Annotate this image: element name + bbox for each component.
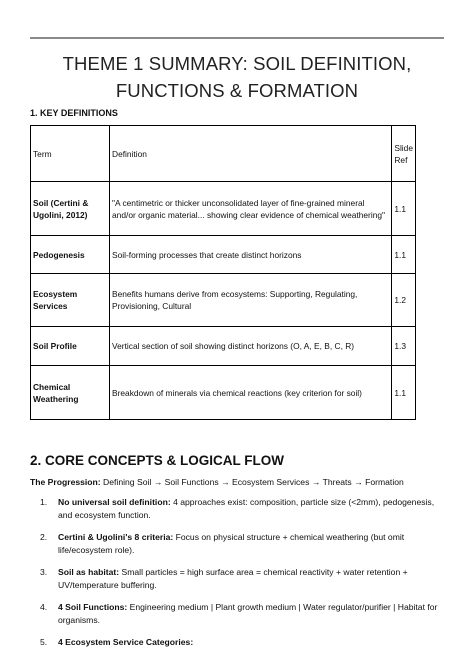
list-item-text: Engineering medium | Plant growth medium | Water regulator/purifier | Habitat for organisms.: [58, 602, 438, 625]
list-number: 1.: [40, 497, 48, 507]
slide-ref-cell: 1.3: [392, 327, 416, 366]
definitions-table: [30, 125, 416, 420]
progression-text: Defining Soil → Soil Functions → Ecosystem Services → Threats → Formation: [100, 477, 404, 487]
top-rule: [30, 37, 444, 39]
list-number: 3.: [40, 567, 48, 577]
progression-line: [30, 477, 404, 487]
term-cell: Ecosystem Services: [31, 274, 110, 327]
table-row: [31, 236, 416, 274]
table-row: [31, 327, 416, 366]
header-slide-ref: Slide Ref: [392, 126, 416, 182]
list-number: 5.: [40, 637, 48, 647]
term-cell: Soil Profile: [31, 327, 110, 366]
concepts-list: [30, 496, 450, 659]
page-title: THEME 1 SUMMARY: SOIL DEFINITION, FUNCTIONS & FORMATION: [62, 53, 412, 101]
list-number: 2.: [40, 532, 48, 542]
list-item: [30, 531, 450, 556]
slide-ref-cell: 1.2: [392, 274, 416, 327]
list-item-lead: 4 Ecosystem Service Categories:: [58, 637, 194, 647]
term-cell: Soil (Certini & Ugolini, 2012): [31, 182, 110, 236]
list-item-lead: No universal soil definition:: [58, 497, 171, 507]
table-row: [31, 366, 416, 420]
section-heading-key-definitions: 1. KEY DEFINITIONS: [30, 108, 118, 118]
list-item-text: 4 approaches exist: composition, particle size (<2mm), pedogenesis, and ecosystem function.: [58, 497, 435, 520]
header-definition: Definition: [110, 126, 392, 182]
section-heading-core-concepts: 2. CORE CONCEPTS & LOGICAL FLOW: [30, 453, 285, 468]
list-item-text: Small particles = high surface area = chemical reactivity + water retention + UV/temperature buffering.: [58, 567, 408, 590]
list-number: 4.: [40, 602, 48, 612]
list-item: [30, 566, 450, 591]
definition-cell: Benefits humans derive from ecosystems: Supporting, Regulating, Provisioning, Cultural: [110, 274, 392, 327]
list-item-lead: 4 Soil Functions:: [58, 602, 128, 612]
definition-cell: "A centimetric or thicker unconsolidated layer of fine-grained mineral and/or organic material... showing clear evidence of chemical weathering": [110, 182, 392, 236]
list-item-lead: Certini & Ugolini's 8 criteria:: [58, 532, 174, 542]
definition-cell: Soil-forming processes that create distinct horizons: [110, 236, 392, 274]
list-item-lead: Soil as habitat:: [58, 567, 120, 577]
term-cell: Pedogenesis: [31, 236, 110, 274]
slide-ref-cell: 1.1: [392, 182, 416, 236]
term-cell: Chemical Weathering: [31, 366, 110, 420]
progression-label: The Progression:: [30, 477, 101, 487]
slide-ref-cell: 1.1: [392, 236, 416, 274]
list-item: [30, 601, 450, 626]
definition-cell: Vertical section of soil showing distinct horizons (O, A, E, B, C, R): [110, 327, 392, 366]
table-header-row: [31, 126, 416, 182]
list-item-text: Focus on physical structure + chemical weathering (but omit life/ecosystem role).: [58, 532, 405, 555]
list-item: [30, 496, 450, 521]
list-item: [30, 636, 450, 649]
definition-cell: Breakdown of minerals via chemical reactions (key criterion for soil): [110, 366, 392, 420]
table-row: [31, 182, 416, 236]
slide-ref-cell: 1.1: [392, 366, 416, 420]
header-term: Term: [31, 126, 110, 182]
table-row: [31, 274, 416, 327]
